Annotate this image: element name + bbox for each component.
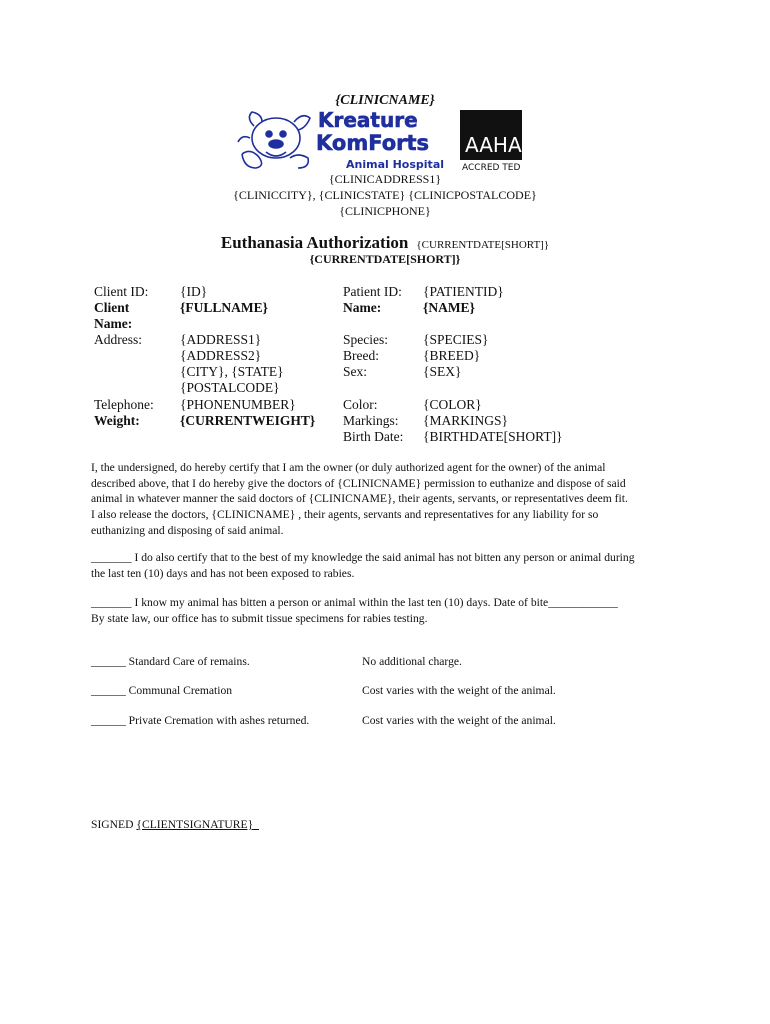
patient-markings-label: Markings: [343,413,399,428]
patient-species-label: Species: [343,332,388,347]
aaha-accredited-text: ACCRED TED [462,163,521,172]
client-address-label: Address: [94,332,142,347]
kreature-komforts-logo [236,108,526,172]
patient-breed-label: Breed: [343,348,379,363]
paragraph-line: _______ I know my animal has bitten a person or animal within the last ten (10) days. Date of bite____________ [91,596,618,609]
clinic-phone: {CLINICPHONE} [339,204,431,218]
patient-sex-label: Sex: [343,364,368,379]
client-phone-label: Telephone: [94,397,154,412]
aaha-text: AAHA [465,133,522,157]
patient-breed-value: {BREED} [423,348,481,363]
title-date-below: {CURRENTDATE[SHORT]} [309,252,461,266]
paragraph-line: I, the undersigned, do hereby certify that I am the owner (or duly authorized agent for the owner) of the animal [91,461,606,474]
patient-color-label: Color: [343,397,378,412]
option-communal-cremation-cost: Cost varies with the weight of the animal. [362,684,556,697]
client-name-label-1: Client [94,300,130,315]
signature-label: SIGNED [91,818,137,831]
client-address-line: {POSTALCODE} [180,380,280,395]
clinic-address-1: {CLINICADDRESS1} [328,172,442,186]
paragraph-line: I also release the doctors, {CLINICNAME} , their agents, servants and representatives for any liability for so [91,508,599,522]
option-standard-care: ______ Standard Care of remains. [91,655,250,668]
document-title: Euthanasia Authorization [220,233,409,252]
paragraph-line: By state law, our office has to submit tissue specimens for rabies testing. [91,611,428,625]
logo-text-animal-hospital: Animal Hospital [346,158,445,171]
patient-id-value: {PATIENTID} [423,284,504,299]
option-communal-cremation: ______ Communal Cremation [91,684,233,697]
logo-text-kreature: Kreature [318,108,418,132]
title-line [0,233,770,253]
patient-name-label: Name: [343,300,382,315]
patient-id-label: Patient ID: [343,284,402,299]
option-standard-care-cost: No additional charge. [362,655,462,668]
clinic-logo [236,108,526,172]
option-private-cremation: ______ Private Cremation with ashes returned. [91,714,310,727]
client-address-line: {ADDRESS1} [180,332,262,347]
patient-markings-value: {MARKINGS} [423,413,508,428]
paragraph-line: _______ I do also certify that to the best of my knowledge the said animal has not bitten any person or animal during [91,551,635,564]
client-id-label: Client ID: [94,284,149,299]
signature-line [91,818,259,831]
patient-sex-value: {SEX} [423,364,462,379]
client-signature: {CLIENTSIGNATURE} [136,818,254,831]
client-name-label-2: Name: [94,316,133,331]
clinic-name: {CLINICNAME} [335,93,435,108]
paragraph-line: described above, that I do hereby give the doctors of {CLINICNAME} permission to euthanize and dispose of said [91,476,626,490]
client-address-line: {ADDRESS2} [180,348,262,363]
signature-underline-tail [253,818,259,831]
patient-birthdate-label: Birth Date: [343,429,404,444]
bite-paragraph [91,595,681,626]
certification-paragraph [91,460,681,539]
client-id-value: {ID} [180,284,208,299]
patient-species-value: {SPECIES} [423,332,489,347]
logo-text-komforts: KomForts [316,131,430,155]
patient-color-value: {COLOR} [423,397,482,412]
client-phone-value: {PHONENUMBER} [180,397,296,412]
patient-name-value: {NAME} [423,300,475,315]
dog-mascot-icon [238,112,310,168]
client-name-value: {FULLNAME} [180,300,268,315]
paragraph-line: animal in whatever manner the said doctors of {CLINICNAME}, their agents, servants, or representatives deem fit. [91,492,628,506]
client-weight-value: {CURRENTWEIGHT} [180,413,316,428]
paragraph-line: the last ten (10) days and has not been exposed to rabies. [91,566,355,580]
patient-birthdate-value: {BIRTHDATE[SHORT]} [423,429,563,444]
client-weight-label: Weight: [94,413,140,428]
clinic-city-line: {CLINICCITY}, {CLINICSTATE} {CLINICPOSTALCODE} [233,188,537,202]
title-date-inline: {CURRENTDATE[SHORT]} [416,239,550,251]
client-address-line: {CITY}, {STATE} [180,364,284,379]
no-bite-paragraph [91,550,681,581]
paragraph-line: euthanizing and disposing of said animal. [91,523,284,537]
option-private-cremation-cost: Cost varies with the weight of the animal. [362,714,556,727]
